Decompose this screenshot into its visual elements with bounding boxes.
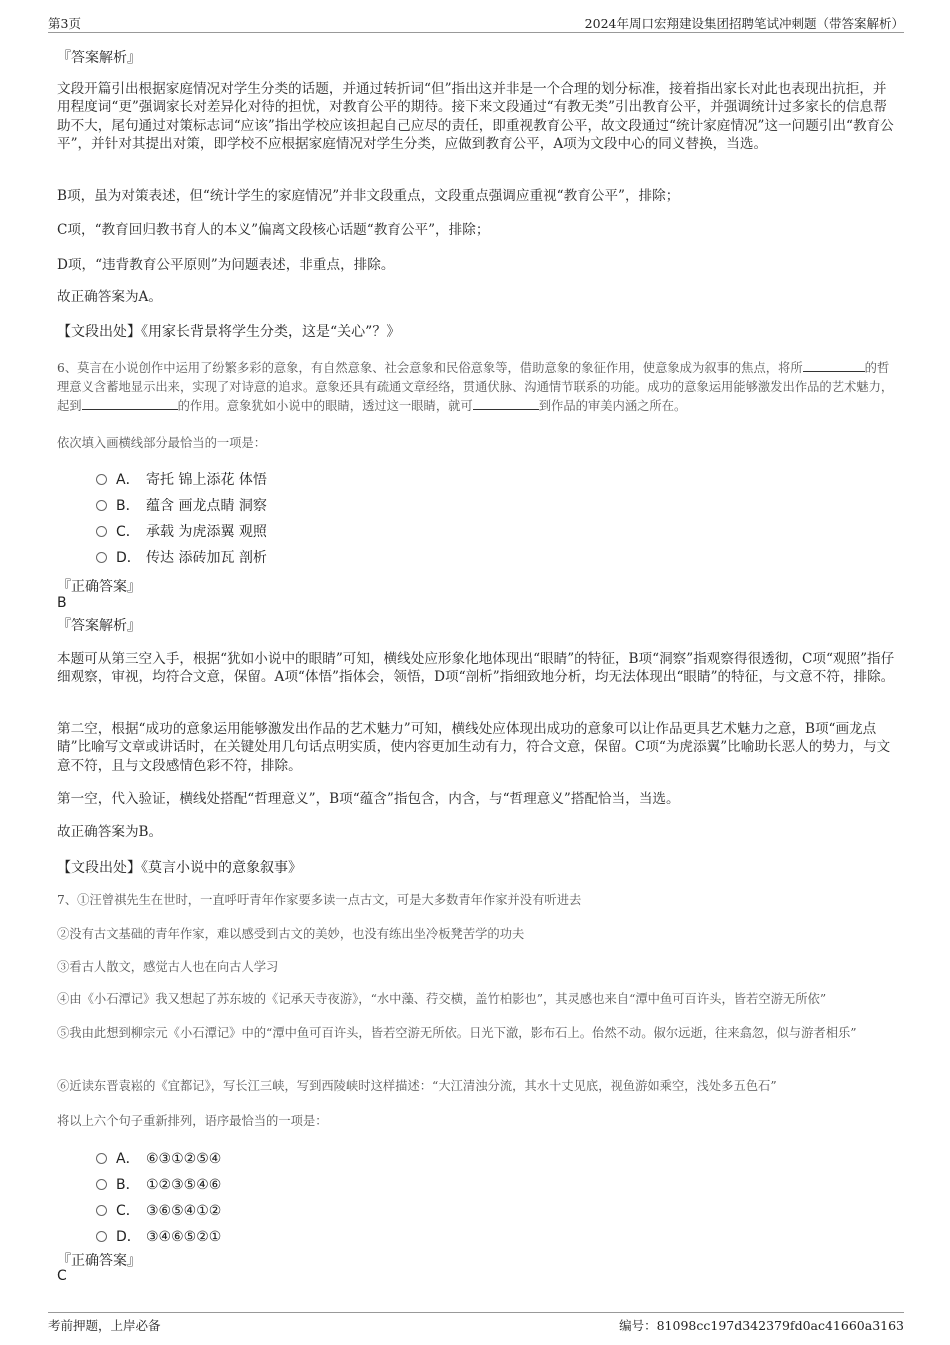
source-citation: 【文段出处】《莫言小说中的意象叙事》 xyxy=(57,860,302,876)
page-number: 第3页 xyxy=(48,16,81,31)
radio-icon[interactable] xyxy=(96,1153,107,1164)
page-header xyxy=(48,12,904,33)
sentence-6: ⑥近读东晋袁崧的《宜都记》，写长江三峡，写到西陵峡时这样描述：“大江清浊分流，其水十丈见底，视鱼游如乘空，浅处多五色石” xyxy=(57,1079,777,1093)
sentence-1: 7、①汪曾祺先生在世时，一直呼吁青年作家要多读一点古文，可是大多数青年作家并没有听进去 xyxy=(57,893,582,907)
fill-blank xyxy=(82,397,178,410)
conclusion: 故正确答案为B。 xyxy=(57,824,163,840)
radio-icon[interactable] xyxy=(96,1231,107,1242)
radio-icon[interactable] xyxy=(96,526,107,537)
analysis-paragraph: B项，虽为对策表述，但“统计学生的家庭情况”并非文段重点，文段重点强调应重视“教育公平”，排除； xyxy=(57,188,680,204)
answer-tag: 『正确答案』 xyxy=(57,579,141,595)
analysis-paragraph: D项，“违背教育公平原则”为问题表述，非重点，排除。 xyxy=(57,257,395,273)
option-c[interactable]: C． ③⑥⑤④①② xyxy=(96,1200,221,1220)
fill-blank xyxy=(803,359,865,372)
radio-icon[interactable] xyxy=(96,552,107,563)
option-a[interactable]: A． ⑥③①②⑤④ xyxy=(96,1148,221,1168)
question-stem: 6、莫言在小说创作中运用了纷繁多彩的意象，有自然意象、社会意象和民俗意象等，借助意象的象征作用，使意象成为叙事的焦点，将所 的哲理意义含蓄地显示出来，实现了对诗意的追求。意象还具有疏通文章经络，贯通伏脉、沟通情节联系的功能。成功的意象运用能够激发出作品的艺术魅力，起到 的作用。意象犹如小说中的眼睛，透过这一眼睛，就可 到作品的审美内涵之所在。 xyxy=(57,361,894,413)
question-prompt: 将以上六个句子重新排列，语序最恰当的一项是： xyxy=(57,1114,328,1128)
footer-slogan: 考前押题，上岸必备 xyxy=(48,1318,161,1333)
option-a[interactable]: A． 寄托 锦上添花 体悟 xyxy=(96,469,267,489)
sentence-4: ④由《小石潭记》我又想起了苏东坡的《记承天寺夜游》，“水中藻、荇交横，盖竹柏影也”，其灵感也来自“潭中鱼可百许头，皆若空游无所依” xyxy=(57,992,827,1006)
option-d[interactable]: D． 传达 添砖加瓦 剖析 xyxy=(96,547,267,567)
sentence-5: ⑤我由此想到柳宗元《小石潭记》中的“潭中鱼可百许头，皆若空游无所依。日光下澈，影布石上。佁然不动。俶尔远逝，往来翕忽，似与游者相乐” xyxy=(57,1026,857,1040)
radio-icon[interactable] xyxy=(96,500,107,511)
analysis-paragraph: 第二空，根据“成功的意象运用能够激发出作品的艺术魅力”可知，横线处应体现出成功的意象可以让作品更具艺术魅力之意，B项“画龙点睛”比喻写文章或讲话时，在关键处用几句话点明实质，使内容更加生动有力，符合文意，保留。C项“为虎添翼”比喻助长恶人的势力，与文意不符，且与文段感情色彩不符，排除。 xyxy=(57,721,891,774)
conclusion: 故正确答案为A。 xyxy=(57,289,162,305)
radio-icon[interactable] xyxy=(96,474,107,485)
option-b[interactable]: B． ①②③⑤④⑥ xyxy=(96,1174,221,1194)
radio-icon[interactable] xyxy=(96,1205,107,1216)
radio-icon[interactable] xyxy=(96,1179,107,1190)
correct-answer: B xyxy=(57,595,67,611)
option-d[interactable]: D． ③④⑥⑤②① xyxy=(96,1226,221,1246)
analysis-paragraph: 本题可从第三空入手，根据“犹如小说中的眼睛”可知，横线处应形象化地体现出“眼睛”的特征，B项“洞察”指观察得很透彻，C项“观照”指仔细观察，审视，均符合文意，保留。A项“体悟”指体会，领悟，D项“剖析”指细致地分析，均无法体现出“眼睛”的特征，与文意不符，排除。 xyxy=(57,651,895,686)
option-b[interactable]: B． 蕴含 画龙点睛 洞察 xyxy=(96,495,267,515)
source-citation: 【文段出处】《用家长背景将学生分类，这是“关心”？》 xyxy=(57,324,401,340)
correct-answer: C xyxy=(57,1268,67,1284)
analysis-paragraph: C项，“教育回归教书育人的本义”偏离文段核心话题“教育公平”，排除； xyxy=(57,222,490,238)
sentence-2: ②没有古文基础的青年作家，难以感受到古文的美妙，也没有练出坐冷板凳苦学的功夫 xyxy=(57,927,525,941)
document-title: 2024年周口宏翔建设集团招聘笔试冲刺题（带答案解析） xyxy=(584,16,904,31)
question-prompt: 依次填入画横线部分最恰当的一项是： xyxy=(57,436,267,450)
answer-tag: 『正确答案』 xyxy=(57,1253,141,1269)
option-c[interactable]: C． 承载 为虎添翼 观照 xyxy=(96,521,267,541)
analysis-tag: 『答案解析』 xyxy=(57,50,141,66)
analysis-paragraph: 文段开篇引出根据家庭情况对学生分类的话题，并通过转折词“但”指出这并非是一个合理的划分标准，接着指出家长对此也表现出抗拒，并用程度词“更”强调家长对差异化对待的担忧，对教育公平的期待。接下来文段通过“有教无类”引出教育公平，并强调统计过多家长的信息帮助不大，尾句通过对策标志词“应该”指出学校应该担起自己应尽的责任，即重视教育公平，故文段通过“统计家庭情况”这一问题引出“教育公平”，并针对其提出对策，即学校不应根据家庭情况对学生分类，应做到教育公平，A项为文段中心的同义替换，当选。 xyxy=(57,81,894,153)
analysis-tag: 『答案解析』 xyxy=(57,618,141,634)
fill-blank xyxy=(473,397,539,410)
sentence-3: ③看古人散文，感觉古人也在向古人学习 xyxy=(57,960,279,974)
analysis-paragraph: 第一空，代入验证，横线处搭配“哲理意义”，B项“蕴含”指包含，内含，与“哲理意义”搭配恰当，当选。 xyxy=(57,791,680,807)
page-footer xyxy=(48,1312,904,1339)
document-id: 编号：81098cc197d342379fd0ac41660a3163 xyxy=(619,1318,904,1333)
